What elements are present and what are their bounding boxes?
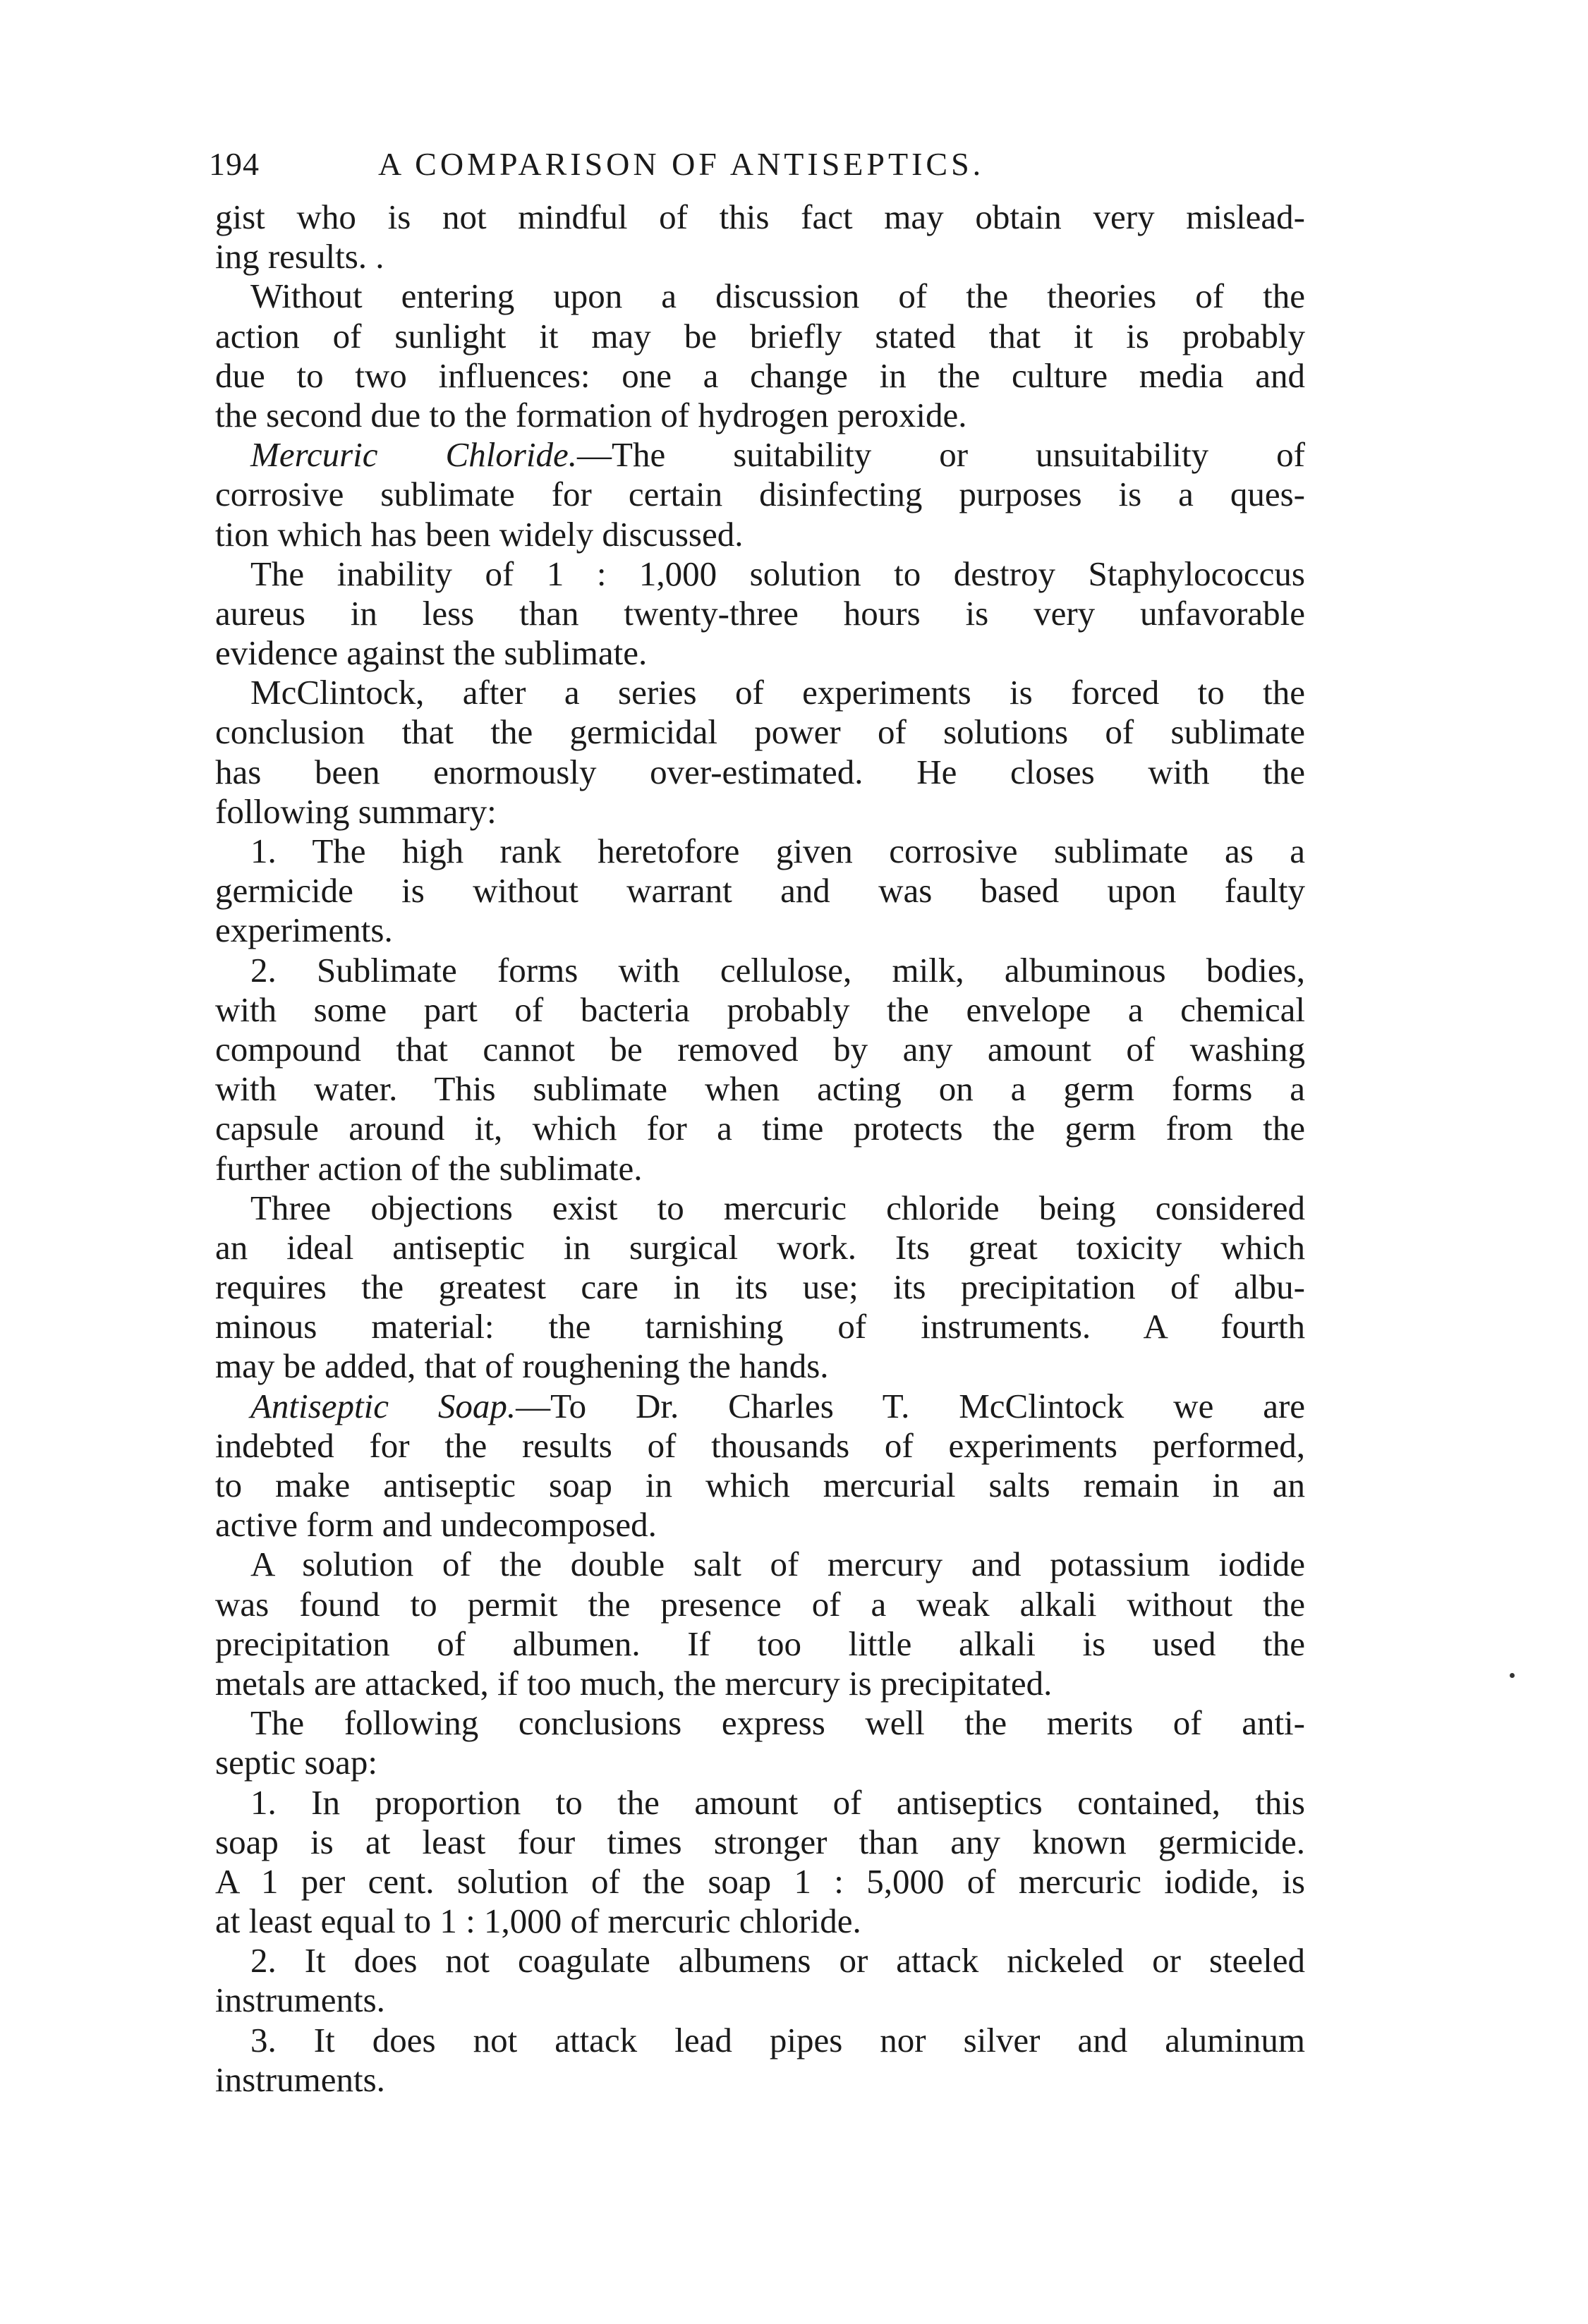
text-line [215, 1664, 1305, 1703]
text-line [215, 1783, 1305, 1823]
text-line [215, 990, 1305, 1030]
text-line [215, 753, 1305, 792]
line-text: germicide is without warrant and was based upon faulty [215, 871, 1305, 911]
line-text: the second due to the formation of hydrogen peroxide. [215, 395, 967, 434]
text-line [215, 2060, 1305, 2100]
text-line [215, 515, 1305, 554]
text-line [215, 317, 1305, 356]
text-line [215, 712, 1305, 752]
text-line [215, 1624, 1305, 1664]
text-line [215, 475, 1305, 514]
line-text: metals are attacked, if too much, the mercury is precipitated. [215, 1663, 1053, 1703]
line-text: McClintock, after a series of experiments is forced to the [250, 673, 1305, 712]
text-line [215, 1149, 1305, 1188]
text-line [215, 951, 1305, 990]
text-line [215, 276, 1305, 316]
text-line [215, 1030, 1305, 1069]
line-text: corrosive sublimate for certain disinfecting purposes is a ques- [215, 475, 1305, 514]
line-text: soap is at least four times stronger than any known germicide. [215, 1822, 1305, 1861]
line-text: with some part of bacteria probably the envelope a chemical [215, 990, 1305, 1029]
text-line [215, 1743, 1305, 1782]
page-number: 194 [209, 146, 260, 182]
line-text: conclusion that the germicidal power of solutions of sublimate [215, 712, 1305, 752]
line-text: septic soap: [215, 1743, 377, 1782]
text-line [215, 1981, 1305, 2020]
text-line [215, 2021, 1305, 2060]
line-text: evidence against the sublimate. [215, 633, 648, 673]
text-line [215, 1505, 1305, 1545]
line-text: A solution of the double salt of mercury and potassium iodide [250, 1545, 1305, 1584]
line-text: instruments. [215, 1981, 385, 2020]
line-text: at least equal to 1 : 1,000 of mercuric chloride. [215, 1902, 861, 1941]
text-line [215, 554, 1305, 594]
line-text: minous material: the tarnishing of instruments. A fourth [215, 1307, 1305, 1346]
text-line [215, 1545, 1305, 1584]
text-line [215, 911, 1305, 950]
text-line [215, 396, 1305, 435]
line-text: —To Dr. Charles T. McClintock we are [516, 1386, 1306, 1425]
line-text: further action of the sublimate. [215, 1148, 643, 1188]
line-text: 3. It does not attack lead pipes nor silver and aluminum [250, 2020, 1305, 2060]
line-text: Without entering upon a discussion of the theories of the [250, 276, 1305, 316]
line-text: The inability of 1 : 1,000 solution to destroy Staphylococcus [250, 554, 1305, 593]
text-line [215, 1941, 1305, 1981]
running-title: A COMPARISON OF ANTISEPTICS. [378, 146, 985, 182]
line-text: indebted for the results of thousands of experiments performed, [215, 1425, 1305, 1465]
line-text: compound that cannot be removed by any amount of washing [215, 1029, 1305, 1069]
text-line [215, 633, 1305, 673]
line-text: due to two influences: one a change in the culture media and [215, 355, 1305, 395]
text-line [215, 356, 1305, 396]
text-line [215, 594, 1305, 633]
line-text: aureus in less than twenty-three hours is very unfavorable [215, 593, 1305, 633]
text-line [215, 1703, 1305, 1743]
line-text: —The suitability or unsuitability of [577, 435, 1305, 475]
line-text: was found to permit the presence of a weak alkali without the [215, 1584, 1305, 1624]
line-text: instruments. [215, 2060, 385, 2099]
page-header [209, 140, 1309, 189]
text-line [215, 871, 1305, 911]
text-line [215, 435, 1305, 475]
line-text: ing results. . [215, 237, 384, 276]
text-line [215, 1585, 1305, 1624]
line-text: active form and undecomposed. [215, 1505, 657, 1545]
section-heading: Mercuric Chloride. [250, 435, 578, 475]
line-text: tion which has been widely discussed. [215, 514, 744, 554]
line-text: to make antiseptic soap in which mercurial salts remain in an [215, 1466, 1305, 1504]
line-text: requires the greatest care in its use; its precipitation of albu- [215, 1267, 1305, 1307]
text-line [215, 792, 1305, 832]
text-line [215, 673, 1305, 712]
text-line [215, 1823, 1305, 1862]
line-text: an ideal antiseptic in surgical work. Its great toxicity which [215, 1227, 1305, 1267]
line-text: has been enormously over-estimated. He closes with the [215, 752, 1305, 791]
text-line [215, 1069, 1305, 1109]
text-line [215, 1307, 1305, 1346]
line-text: Three objections exist to mercuric chloride being considered [250, 1188, 1305, 1227]
text-line [215, 1109, 1305, 1148]
text-line [215, 1466, 1305, 1505]
text-line [215, 1862, 1305, 1902]
line-text: experiments. [215, 911, 393, 950]
line-text: 2. Sublimate forms with cellulose, milk, albuminous bodies, [250, 950, 1305, 990]
line-text: 2. It does not coagulate albumens or attack nickeled or steeled [250, 1941, 1305, 1981]
line-text: with water. This sublimate when acting on a germ forms a [215, 1069, 1305, 1109]
text-line [215, 1902, 1305, 1941]
body-text [215, 197, 1305, 2100]
line-text: 1. The high rank heretofore given corrosive sublimate as a [250, 832, 1305, 870]
line-text: action of sunlight it may be briefly stated that it is probably [215, 316, 1305, 355]
text-line [215, 197, 1305, 237]
line-text: A 1 per cent. solution of the soap 1 : 5,000 of mercuric iodide, is [215, 1861, 1305, 1901]
line-text: following summary: [215, 791, 497, 831]
text-line [215, 1267, 1305, 1307]
ink-speck [1510, 1673, 1515, 1678]
text-line [215, 1346, 1305, 1386]
text-line [215, 832, 1305, 871]
line-text: gist who is not mindful of this fact may obtain very mislead- [215, 197, 1305, 236]
section-heading: Antiseptic Soap. [250, 1386, 516, 1425]
text-line [215, 1188, 1305, 1228]
line-text: capsule around it, which for a time protects the germ from the [215, 1109, 1305, 1148]
line-text: precipitation of albumen. If too little alkali is used the [215, 1624, 1305, 1663]
text-line [215, 1387, 1305, 1426]
text-line [215, 237, 1305, 276]
line-text: The following conclusions express well the merits of anti- [250, 1703, 1305, 1743]
text-line [215, 1426, 1305, 1466]
line-text: 1. In proportion to the amount of antiseptics contained, this [250, 1782, 1305, 1822]
line-text: may be added, that of roughening the hands. [215, 1346, 829, 1386]
text-line [215, 1228, 1305, 1267]
